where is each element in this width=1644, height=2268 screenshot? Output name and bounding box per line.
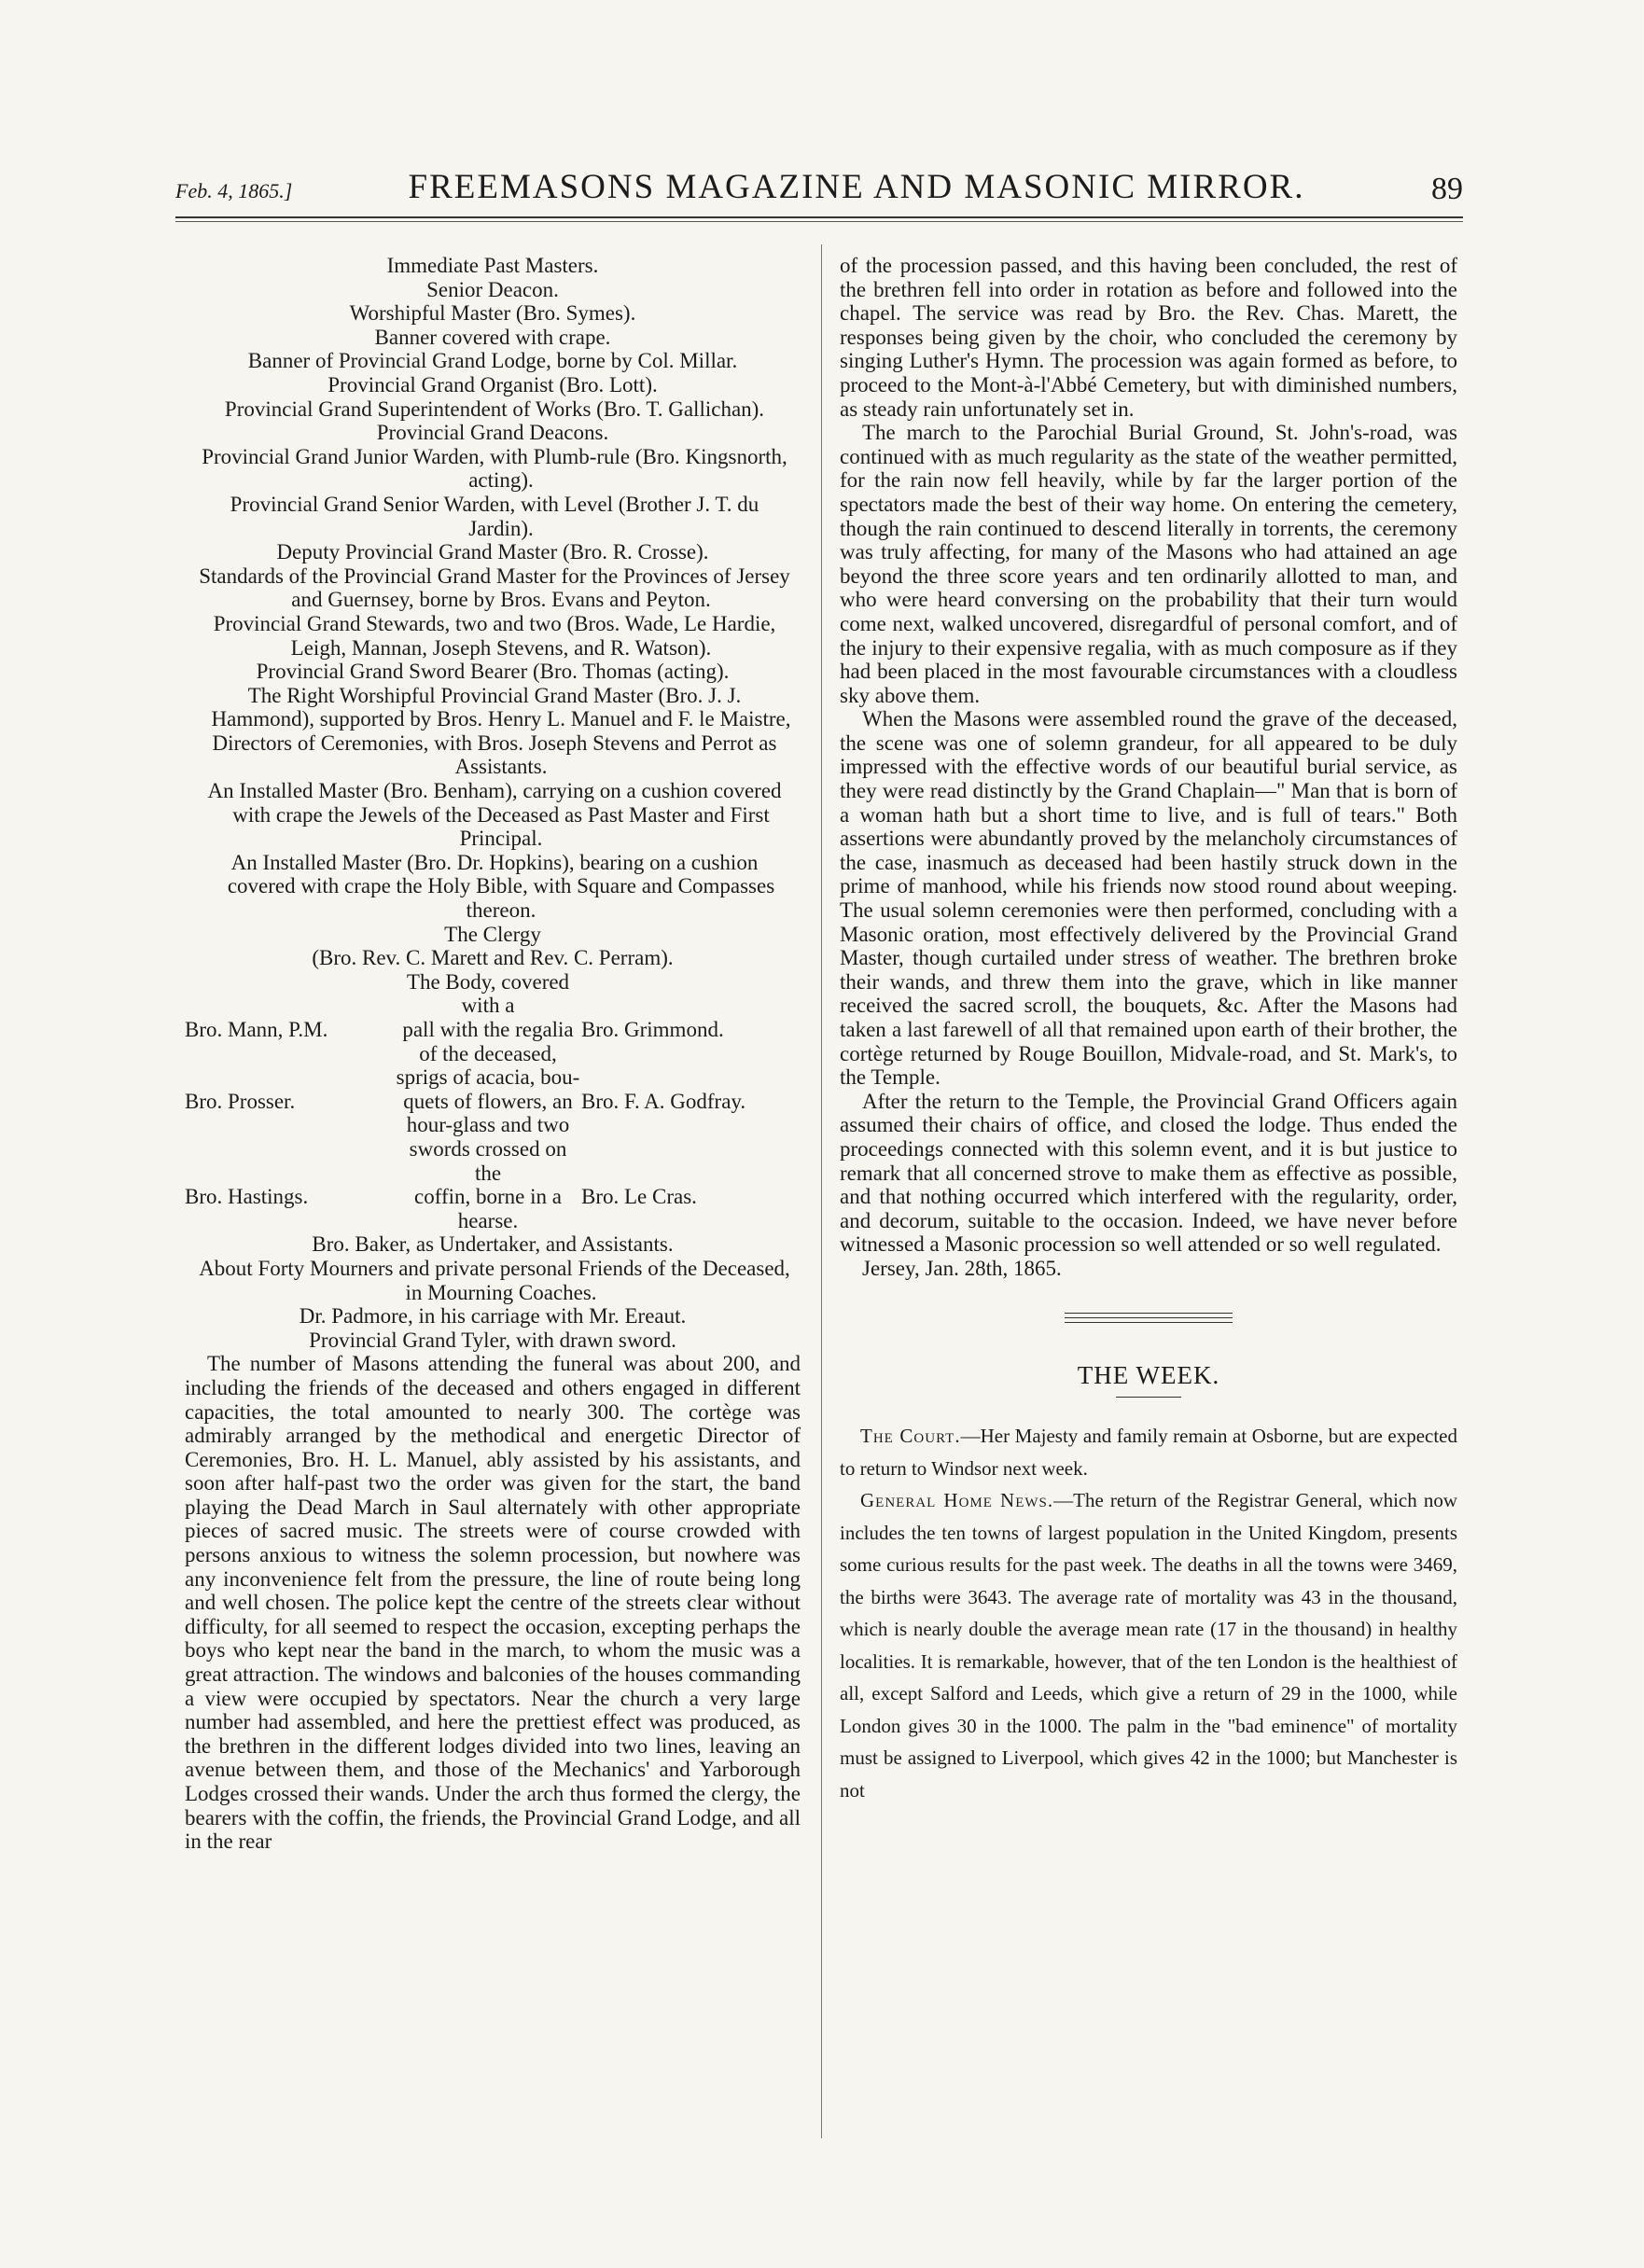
bearer-left: Bro. Prosser.	[185, 1089, 296, 1113]
article-paragraph: When the Masons were assembled round the grave of the deceased, the scene was one of solemn grandeur, for all appeared to be duly impressed with the effective words of our beautiful burial service, as they were read distinctly by the Grand Chaplain—" Man that is born of a woman hath but a short time to live, and is full of tears." Both assertions were abundantly proved by the melancholy circumstances of the case, inasmuch as deceased had been hastily struck down in the prime of manhood, while his friends now stood round about weeping. The usual solemn ceremonies were then performed, concluding with a Masonic oration, most effectively delivered by the Provincial Grand Master, though curtailed under stress of weather. The brethren broke their wands, and threw them into the grave, which in like manner received the sacred scroll, the bouquets, &c. After the Masons had taken a last farewell of all that remained upon earth of their brother, the cortège returned by Rouge Bouillon, Midvale-road, and St. Mark's, to the Temple.	[840, 707, 1457, 1090]
header-rule-thin	[175, 221, 1463, 222]
column-divider	[821, 244, 822, 2138]
title-rule	[1116, 1397, 1181, 1398]
news-lead: General Home News.	[860, 1489, 1054, 1512]
news-item-court	[840, 1420, 1457, 1484]
news-text: —The return of the Registrar General, which now includes the ten towns of largest population in the United Kingdom, presents some curious results for the past week. The deaths in all the towns were 3469, the births were 3643. The average rate of mortality was 43 in the thousand, which is nearly double the average mean rate (17 in the thousand) in healthy localities. It is remarkable, however, that of the ten London is the healthiest of all, except Salford and Leeds, which give a return of 29 in the 1000, while London gives 30 in the 1000. The palm in the "bad eminence" of mortality must be assigned to Liverpool, which gives 42 in the 1000; but Manchester is not	[840, 1489, 1457, 1802]
coffin-description: pall with the regalia of the deceased, sprigs of acacia, bou-	[396, 1018, 580, 1090]
coffin-description: quets of flowers, an hour-glass and two swords crossed on the	[403, 1089, 573, 1185]
section-title: THE WEEK.	[1077, 1360, 1220, 1389]
procession-end	[185, 1232, 801, 1352]
bearer-right: Bro. F. A. Godfray.	[581, 1089, 746, 1113]
magazine-title: FREEMASONS MAGAZINE AND MASONIC MIRROR.	[408, 168, 1305, 206]
procession-line: Provincial Grand Organist (Bro. Lott).	[327, 372, 658, 397]
article-paragraph: After the return to the Temple, the Provincial Grand Officers again assumed their chairs of office, and closed the lodge. Thus ended the proceedings connected with this solemn event, and it is but justice to remark that all concerned strove to make them as effective as possible, and that nothing occurred which interfered with the regularity, order, and decorum, suitable to the occasion. Indeed, we have never before witnessed a Masonic procession so well attended or so well regulated.	[840, 1089, 1457, 1257]
dateline: Jersey, Jan. 28th, 1865.	[862, 1256, 1062, 1280]
coffin-description-top: The Body, covered with a	[406, 969, 570, 1018]
header-rule	[175, 216, 1463, 218]
coffin-description: coffin, borne in a hearse.	[414, 1185, 562, 1232]
news-lead: The Court.	[860, 1425, 961, 1448]
procession-line: (Bro. Rev. C. Marett and Rev. C. Perram).	[312, 946, 674, 970]
section-separator	[1065, 1313, 1233, 1323]
procession-line: Provincial Grand Stewards, two and two (Bros. Wade, Le Hardie, Leigh, Mannan, Joseph Stevens, and R. Watson).	[213, 611, 776, 660]
procession-line: An Installed Master (Bro. Benham), carrying on a cushion covered with crape the Jewels of the Deceased as Past Master and First Principal.	[207, 779, 782, 851]
procession-line: About Forty Mourners and private personal Friends of the Deceased, in Mourning Coaches.	[199, 1256, 790, 1304]
page-number: 89	[1431, 172, 1463, 206]
procession-line: Provincial Grand Junior Warden, with Plumb-rule (Bro. Kingsnorth, acting).	[202, 444, 787, 493]
issue-date: Feb. 4, 1865.]	[175, 179, 293, 202]
procession-line: Deputy Provincial Grand Master (Bro. R. Crosse).	[276, 540, 709, 564]
procession-line: Bro. Baker, as Undertaker, and Assistants.	[312, 1232, 674, 1257]
procession-line: An Installed Master (Bro. Dr. Hopkins), bearing on a cushion covered with crape the Holy Bible, with Square and Compasses thereon.	[227, 850, 775, 923]
procession-line: Banner of Provincial Grand Lodge, borne by Col. Millar.	[247, 349, 738, 373]
left-column	[185, 254, 801, 1854]
bearer-left: Bro. Mann, P.M.	[185, 1018, 328, 1041]
procession-line: Standards of the Provincial Grand Master for the Provinces of Jersey and Guernsey, borne by Bros. Evans and Peyton.	[199, 564, 790, 612]
page-header	[175, 160, 1463, 207]
funeral-paragraph: The number of Masons attending the funeral was about 200, and including the friends of the deceased and others engaged in different capacities, the total amounted to nearly 300. The cortège was admirably arranged by the methodical and energetic Director of Ceremonies, Bro. H. L. Manuel, ably assisted by his assistants, and soon after half-past two the order was given for the start, the band playing the Dead March in Saul alternately with other appropriate pieces of sacred music. The streets were of course crowded with persons anxious to witness the solemn procession, but nowhere was any inconvenience felt from the pressure, the line of route being long and well chosen. The police kept the centre of the streets clear without difficulty, for all seemed to respect the occasion, excepting perhaps the boys who kept near the band in the march, to whom the music was a great attraction. The windows and balconies of the houses commanding a view were occupied by spectators. Near the church a very large number had assembled, and here the prettiest effect was produced, as the brethren in the different lodges divided into two lines, leaving an avenue between them, and those of the Mechanics' and Yarborough Lodges crossed their wands. Under the arch thus formed the clergy, the bearers with the coffin, the friends, the Provincial Grand Lodge, and all in the rear	[185, 1352, 801, 1854]
procession-line: Provincial Grand Sword Bearer (Bro. Thomas (acting).	[256, 660, 730, 684]
procession-line: Immediate Past Masters.	[386, 254, 599, 277]
bearer-right: Bro. Le Cras.	[581, 1185, 697, 1209]
procession-line: Provincial Grand Tyler, with drawn sword.	[309, 1328, 676, 1352]
coffin-bearers	[185, 970, 801, 1233]
procession-line: The Right Worshipful Provincial Grand Master (Bro. J. J. Hammond), supported by Bros. Henry L. Manuel and F. le Maistre,	[211, 683, 791, 731]
procession-line: The Clergy	[444, 922, 541, 946]
bearer-left: Bro. Hastings.	[185, 1185, 309, 1209]
procession-line: Worshipful Master (Bro. Symes).	[349, 301, 636, 326]
procession-order	[185, 254, 801, 970]
article-paragraph: The march to the Parochial Burial Ground, St. John's-road, was continued with as much regularity as the state of the weather permitted, for the rain now fell heavily, while by far the larger portion of the spectators made the best of their way home. On entering the cemetery, though the rain continued to descend literally in torrents, the ceremony was truly affecting, for many of the Masons who had attained an age beyond the three score years and ten ordinarily allotted to man, and who were heard conversing on the probability that their turn would come next, walked uncovered, disregardful of personal comfort, and of the injury to their expensive regalia, with as much composure as if they had been placed in the most favourable circumstances with a cloudless sky above them.	[840, 421, 1457, 707]
article-paragraph: of the procession passed, and this having been concluded, the rest of the brethren fell into order in rotation as before and followed into the chapel. The service was read by Bro. the Rev. Chas. Marett, the responses being given by the choir, who concluded the ceremony by singing Luther's Hymn. The procession was again formed as before, to proceed to the Mont-à-l'Abbé Cemetery, but with diminished numbers, as steady rain unfortunately set in.	[840, 254, 1457, 421]
procession-line: Provincial Grand Superintendent of Works (Bro. T. Gallichan).	[224, 397, 765, 421]
procession-line: Provincial Grand Senior Warden, with Level (Brother J. T. du Jardin).	[230, 492, 759, 540]
news-text: —Her Majesty and family remain at Osborne, but are expected to return to Windsor next week.	[840, 1425, 1457, 1480]
procession-line: Senior Deacon.	[426, 277, 559, 301]
procession-line: Provincial Grand Deacons.	[376, 421, 609, 445]
bearer-right: Bro. Grimmond.	[581, 1018, 724, 1041]
right-column	[840, 254, 1457, 1806]
procession-line: Dr. Padmore, in his carriage with Mr. Ereaut.	[299, 1304, 687, 1329]
news-item-home	[840, 1484, 1457, 1806]
procession-line: Banner covered with crape.	[374, 325, 611, 349]
procession-line: Directors of Ceremonies, with Bros. Joseph Stevens and Perrot as Assistants.	[212, 730, 777, 779]
